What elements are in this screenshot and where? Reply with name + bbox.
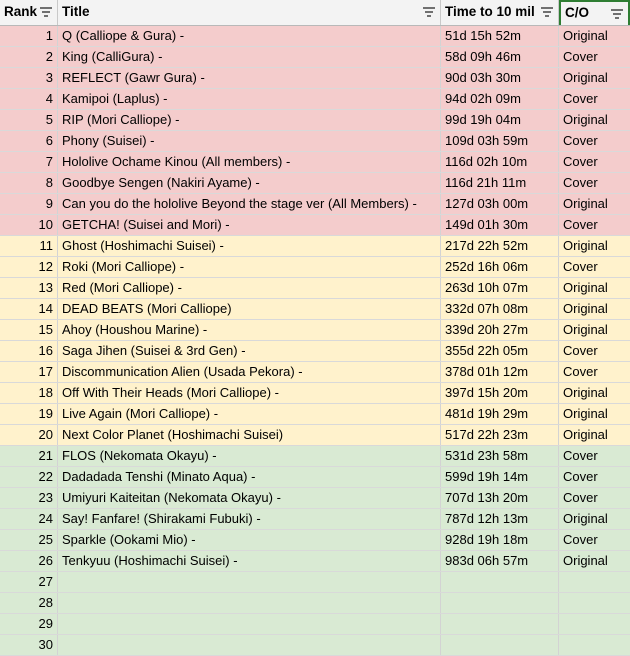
- time-cell[interactable]: 263d 10h 07m: [441, 278, 559, 298]
- rank-cell[interactable]: 20: [0, 425, 58, 445]
- co-cell[interactable]: Cover: [563, 49, 598, 64]
- rank-cell[interactable]: 28: [0, 593, 58, 613]
- table-row: [0, 152, 630, 173]
- table-row: [0, 26, 630, 47]
- title-cell[interactable]: Kamipoi (Laplus) -: [58, 89, 441, 109]
- rank-cell[interactable]: 24: [0, 509, 58, 529]
- time-cell[interactable]: 983d 06h 57m: [441, 551, 559, 571]
- table-row: [0, 194, 630, 215]
- rank-cell[interactable]: 23: [0, 488, 58, 508]
- co-cell[interactable]: Cover: [563, 154, 598, 169]
- co-cell[interactable]: Cover: [563, 91, 598, 106]
- table-row: [0, 215, 630, 236]
- title-cell[interactable]: RIP (Mori Calliope) -: [58, 110, 441, 130]
- title-cell[interactable]: [58, 635, 441, 655]
- time-cell[interactable]: 94d 02h 09m: [441, 89, 559, 109]
- time-cell[interactable]: 378d 01h 12m: [441, 362, 559, 382]
- time-cell[interactable]: [441, 572, 559, 592]
- table-row: [0, 614, 630, 635]
- rank-cell[interactable]: 1: [0, 26, 58, 46]
- co-cell[interactable]: Original: [563, 511, 608, 526]
- table-body: [0, 26, 630, 656]
- table-row: [0, 278, 630, 299]
- table-row: [0, 509, 630, 530]
- rank-cell[interactable]: 25: [0, 530, 58, 550]
- table-row: [0, 89, 630, 110]
- table-row: [0, 47, 630, 68]
- title-cell[interactable]: Q (Calliope & Gura) -: [58, 26, 441, 46]
- rank-cell[interactable]: 17: [0, 362, 58, 382]
- rank-cell[interactable]: 10: [0, 215, 58, 235]
- co-cell[interactable]: Original: [563, 196, 608, 211]
- co-cell[interactable]: Cover: [563, 364, 598, 379]
- title-cell[interactable]: Saga Jihen (Suisei & 3rd Gen) -: [58, 341, 441, 361]
- table-row: [0, 425, 630, 446]
- time-cell[interactable]: 90d 03h 30m: [441, 68, 559, 88]
- table-row: [0, 593, 630, 614]
- table-row: [0, 173, 630, 194]
- time-cell[interactable]: 149d 01h 30m: [441, 215, 559, 235]
- title-cell[interactable]: Goodbye Sengen (Nakiri Ayame) -: [58, 173, 441, 193]
- time-cell[interactable]: 481d 19h 29m: [441, 404, 559, 424]
- header-rank[interactable]: [0, 0, 58, 25]
- co-cell[interactable]: [559, 635, 630, 655]
- time-cell[interactable]: 355d 22h 05m: [441, 341, 559, 361]
- time-cell[interactable]: 127d 03h 00m: [441, 194, 559, 214]
- title-cell[interactable]: Tenkyuu (Hoshimachi Suisei) -: [58, 551, 441, 571]
- title-cell[interactable]: Red (Mori Calliope) -: [58, 278, 441, 298]
- rank-cell[interactable]: 14: [0, 299, 58, 319]
- filter-icon[interactable]: [611, 9, 623, 19]
- co-cell[interactable]: Original: [563, 112, 608, 127]
- rank-cell[interactable]: 3: [0, 68, 58, 88]
- time-cell[interactable]: 252d 16h 06m: [441, 257, 559, 277]
- rank-cell[interactable]: 13: [0, 278, 58, 298]
- rank-cell[interactable]: 26: [0, 551, 58, 571]
- table-row: [0, 320, 630, 341]
- co-cell[interactable]: Original: [563, 385, 608, 400]
- time-cell[interactable]: 787d 12h 13m: [441, 509, 559, 529]
- title-cell[interactable]: Live Again (Mori Calliope) -: [58, 404, 441, 424]
- header-title-label: Title: [62, 4, 90, 19]
- table-row: [0, 110, 630, 131]
- title-cell[interactable]: Ahoy (Houshou Marine) -: [58, 320, 441, 340]
- co-cell[interactable]: Cover: [563, 217, 598, 232]
- rank-cell[interactable]: 8: [0, 173, 58, 193]
- time-cell[interactable]: 51d 15h 52m: [441, 26, 559, 46]
- rank-cell[interactable]: 12: [0, 257, 58, 277]
- co-cell[interactable]: Cover: [563, 448, 598, 463]
- title-cell[interactable]: GETCHA! (Suisei and Mori) -: [58, 215, 441, 235]
- rank-cell[interactable]: 16: [0, 341, 58, 361]
- co-cell[interactable]: Cover: [563, 259, 598, 274]
- rank-cell[interactable]: 29: [0, 614, 58, 634]
- co-cell[interactable]: Original: [563, 553, 608, 568]
- title-cell[interactable]: Discommunication Alien (Usada Pekora) -: [58, 362, 441, 382]
- filter-icon[interactable]: [423, 7, 435, 17]
- header-co[interactable]: [559, 0, 630, 25]
- rank-cell[interactable]: 30: [0, 635, 58, 655]
- header-time[interactable]: [441, 0, 559, 25]
- rank-cell[interactable]: 27: [0, 572, 58, 592]
- rank-cell[interactable]: 6: [0, 131, 58, 151]
- time-cell[interactable]: [441, 614, 559, 634]
- table-row: [0, 383, 630, 404]
- co-cell[interactable]: Cover: [563, 469, 598, 484]
- time-cell[interactable]: 217d 22h 52m: [441, 236, 559, 256]
- time-cell[interactable]: 599d 19h 14m: [441, 467, 559, 487]
- table-row: [0, 299, 630, 320]
- title-cell[interactable]: [58, 614, 441, 634]
- rank-cell[interactable]: 18: [0, 383, 58, 403]
- rank-cell[interactable]: 11: [0, 236, 58, 256]
- rank-cell[interactable]: 21: [0, 446, 58, 466]
- co-cell[interactable]: [559, 593, 630, 613]
- title-cell[interactable]: Off With Their Heads (Mori Calliope) -: [58, 383, 441, 403]
- time-cell[interactable]: [441, 635, 559, 655]
- co-cell[interactable]: Original: [563, 427, 608, 442]
- title-cell[interactable]: King (CalliGura) -: [58, 47, 441, 67]
- filter-icon[interactable]: [40, 7, 52, 17]
- rank-cell[interactable]: 19: [0, 404, 58, 424]
- rank-cell[interactable]: 15: [0, 320, 58, 340]
- title-cell[interactable]: Next Color Planet (Hoshimachi Suisei): [58, 425, 441, 445]
- header-row: [0, 0, 630, 26]
- table-row: [0, 341, 630, 362]
- table-row: [0, 572, 630, 593]
- co-cell[interactable]: Original: [563, 280, 608, 295]
- rank-cell[interactable]: 22: [0, 467, 58, 487]
- co-cell[interactable]: Original: [563, 322, 608, 337]
- rank-cell[interactable]: 2: [0, 47, 58, 67]
- title-cell[interactable]: Can you do the hololive Beyond the stage ver (All Members) -: [58, 194, 441, 214]
- title-cell[interactable]: Sparkle (Ookami Mio) -: [58, 530, 441, 550]
- time-cell[interactable]: 517d 22h 23m: [441, 425, 559, 445]
- time-cell[interactable]: [441, 593, 559, 613]
- table-row: [0, 362, 630, 383]
- title-cell[interactable]: FLOS (Nekomata Okayu) -: [58, 446, 441, 466]
- co-cell[interactable]: Original: [563, 406, 608, 421]
- title-cell[interactable]: Roki (Mori Calliope) -: [58, 257, 441, 277]
- title-cell[interactable]: Dadadada Tenshi (Minato Aqua) -: [58, 467, 441, 487]
- time-cell[interactable]: 332d 07h 08m: [441, 299, 559, 319]
- table-row: [0, 236, 630, 257]
- time-cell[interactable]: 928d 19h 18m: [441, 530, 559, 550]
- title-cell[interactable]: Phony (Suisei) -: [58, 131, 441, 151]
- co-cell[interactable]: Original: [563, 301, 608, 316]
- co-cell[interactable]: Cover: [563, 343, 598, 358]
- title-cell[interactable]: Say! Fanfare! (Shirakami Fubuki) -: [58, 509, 441, 529]
- header-title[interactable]: [58, 0, 441, 25]
- co-cell[interactable]: Original: [563, 28, 608, 43]
- title-cell[interactable]: REFLECT (Gawr Gura) -: [58, 68, 441, 88]
- table-row: [0, 404, 630, 425]
- title-cell[interactable]: Hololive Ochame Kinou (All members) -: [58, 152, 441, 172]
- filter-icon[interactable]: [541, 7, 553, 17]
- rank-cell[interactable]: 5: [0, 110, 58, 130]
- time-cell[interactable]: 109d 03h 59m: [441, 131, 559, 151]
- co-cell[interactable]: Cover: [563, 175, 598, 190]
- rank-cell[interactable]: 7: [0, 152, 58, 172]
- rank-cell[interactable]: 4: [0, 89, 58, 109]
- time-cell[interactable]: 707d 13h 20m: [441, 488, 559, 508]
- title-cell[interactable]: Umiyuri Kaiteitan (Nekomata Okayu) -: [58, 488, 441, 508]
- time-cell[interactable]: 116d 02h 10m: [441, 152, 559, 172]
- title-cell[interactable]: DEAD BEATS (Mori Calliope): [58, 299, 441, 319]
- title-cell[interactable]: [58, 572, 441, 592]
- time-cell[interactable]: 531d 23h 58m: [441, 446, 559, 466]
- table-row: [0, 530, 630, 551]
- time-cell[interactable]: 339d 20h 27m: [441, 320, 559, 340]
- header-co-label: C/O: [565, 5, 590, 20]
- table-row: [0, 257, 630, 278]
- co-cell[interactable]: Original: [563, 238, 608, 253]
- title-cell[interactable]: [58, 593, 441, 613]
- table-row: [0, 467, 630, 488]
- title-cell[interactable]: Ghost (Hoshimachi Suisei) -: [58, 236, 441, 256]
- table-row: [0, 488, 630, 509]
- rank-cell[interactable]: 9: [0, 194, 58, 214]
- time-cell[interactable]: 116d 21h 11m: [441, 173, 559, 193]
- co-cell[interactable]: Cover: [563, 532, 598, 547]
- time-cell[interactable]: 99d 19h 04m: [441, 110, 559, 130]
- co-cell[interactable]: [559, 614, 630, 634]
- header-rank-label: Rank: [4, 4, 38, 19]
- header-time-label: Time to 10 mil: [445, 4, 535, 19]
- table-row: [0, 131, 630, 152]
- table-row: [0, 551, 630, 572]
- co-cell[interactable]: [559, 572, 630, 592]
- co-cell[interactable]: Cover: [563, 490, 598, 505]
- table-row: [0, 446, 630, 467]
- co-cell[interactable]: Cover: [563, 133, 598, 148]
- time-cell[interactable]: 397d 15h 20m: [441, 383, 559, 403]
- table-row: [0, 68, 630, 89]
- time-cell[interactable]: 58d 09h 46m: [441, 47, 559, 67]
- co-cell[interactable]: Original: [563, 70, 608, 85]
